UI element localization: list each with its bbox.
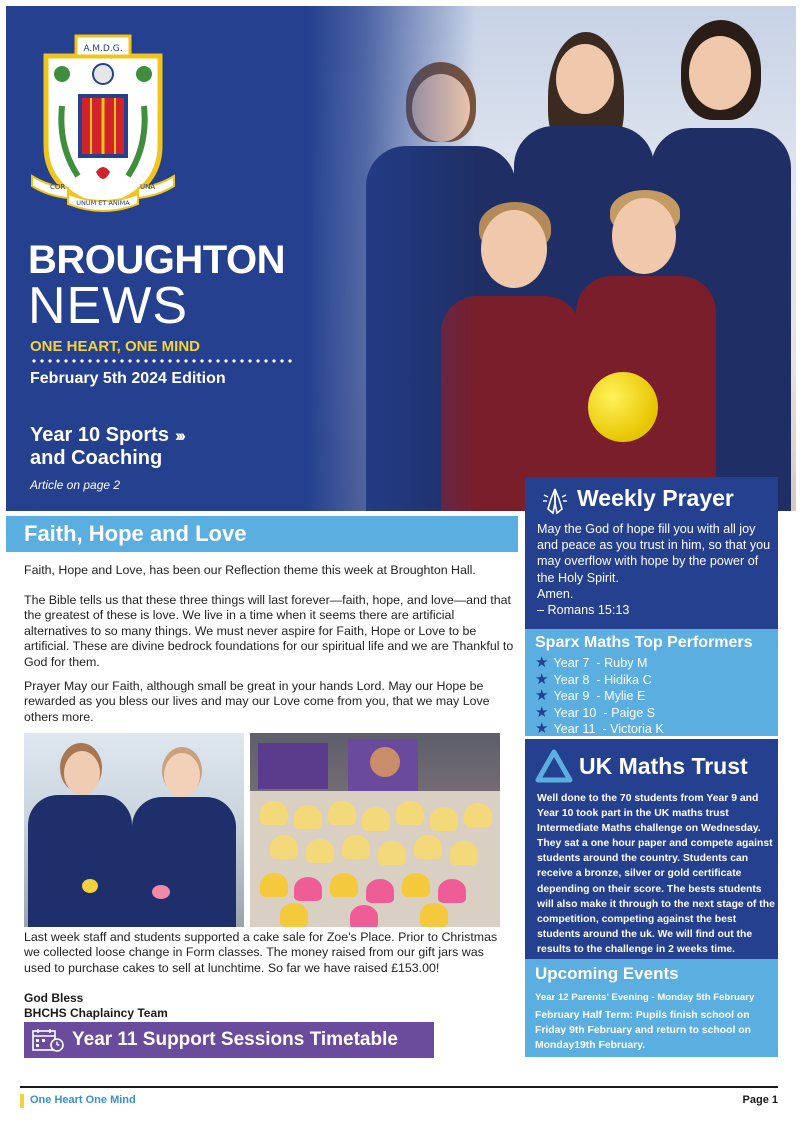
- prayer-amen: Amen.: [537, 586, 574, 601]
- ukmt-title: UK Maths Trust: [579, 753, 748, 779]
- star-icon: ★: [535, 654, 549, 671]
- star-icon: ★: [535, 687, 549, 704]
- list-item: ★ Year 9 - Mylie E: [535, 687, 646, 704]
- feature-title-line1: Year 10 Sports: [30, 424, 169, 446]
- newsletter-title: BROUGHTON: [28, 238, 285, 282]
- timetable-button-label: Year 11 Support Sessions Timetable: [72, 1029, 398, 1050]
- cake-sale-photo: [250, 733, 500, 927]
- upcoming-events-panel: [525, 959, 778, 1057]
- prayer-body: May the God of hope fill you with all joy and peace as you trust in him, so that you may overflow with hope by the power of the Holy Spirit.: [537, 522, 771, 585]
- star-icon: ★: [535, 720, 549, 737]
- sparx-maths-panel: [525, 629, 778, 736]
- weekly-prayer-panel: [525, 477, 778, 629]
- paragraph: Prayer May our Faith, although small be great in your hands Lord. May our Hope be rewarded as you bless our lives and may our Love come from you, that we may Love others more.: [24, 679, 490, 724]
- sparx-list: [535, 655, 664, 738]
- paragraph: Faith, Hope and Love, has been our Reflection theme this week at Broughton Hall.: [24, 563, 476, 577]
- uk-maths-trust-panel: [525, 739, 778, 959]
- feature-link[interactable]: [30, 424, 270, 470]
- section-title: Faith, Hope and Love: [24, 521, 247, 546]
- star-icon: ★: [535, 670, 549, 688]
- feature-subtitle: Article on page 2: [30, 478, 121, 492]
- svg-text:UNA: UNA: [140, 183, 156, 191]
- feature-title-line2: and Coaching: [30, 447, 163, 469]
- edition-date: February 5th 2024 Edition: [30, 370, 226, 387]
- svg-text:COR: COR: [50, 183, 66, 191]
- section-header: [6, 516, 518, 552]
- list-item: ★ Year 8 - Hidika C: [535, 670, 652, 688]
- prayer-reference: – Romans 15:13: [537, 603, 630, 618]
- school-crest-icon: [28, 26, 178, 216]
- star-icon: ★: [535, 703, 549, 721]
- page-number: Page 1: [742, 1094, 778, 1106]
- signoff-team: BHCHS Chaplaincy Team: [24, 1006, 168, 1020]
- pupil-figure: [576, 276, 716, 511]
- chevron-right-icon: ›››: [174, 426, 183, 445]
- list-item: ★ Year 7 - Ruby M: [535, 654, 648, 671]
- footer-divider: [20, 1086, 778, 1088]
- triangle-logo-icon: [535, 749, 573, 783]
- svg-text:UNUM ET ANIMA: UNUM ET ANIMA: [76, 199, 130, 207]
- event-item: February Half Term: Pupils finish school on Friday 9th February and return to school on Monday19th February.: [535, 1010, 751, 1051]
- events-title: Upcoming Events: [535, 964, 679, 983]
- prayer-text: [537, 521, 773, 618]
- tagline: ONE HEART, ONE MIND: [30, 338, 201, 355]
- event-item: Year 12 Parents' Evening - Monday 5th February: [535, 992, 755, 1003]
- newsletter-title-news: NEWS: [28, 277, 188, 335]
- yellow-ball: [588, 372, 658, 442]
- praying-hands-icon: [539, 485, 571, 517]
- timetable-button[interactable]: [24, 1022, 434, 1058]
- cake-sale-paragraph: Last week staff and students supported a cake sale for Zoe's Place. Prior to Christmas we collected loose change in Form classes. The money raised from our gift jars was used to purchase cakes to sell at lunchtime. So far we have raised £153.00!: [24, 930, 498, 975]
- footer-motto: One Heart One Mind: [30, 1094, 136, 1106]
- footer-accent: [20, 1094, 24, 1108]
- svg-text:A.M.D.G.: A.M.D.G.: [83, 44, 123, 54]
- header-banner: [6, 6, 796, 511]
- signoff: God Bless: [24, 991, 84, 1005]
- calendar-icon: [32, 1028, 64, 1052]
- paragraph: The Bible tells us that these three things will last forever—faith, hope, and love—and that the greatest of these is love. We live in a time when it seems there are artificial alternatives to so many things. We must never aspire for Faith, Hope or Love to be artificial. These are divine bedrock foundations for our spiritual life and we are Thankful to God for them.: [24, 593, 514, 669]
- ukmt-text: Well done to the 70 students from Year 9 and Year 10 took part in the UK maths trust Intermediate Maths challenge on Wednesday. They sat a one hour paper and compete against students around the country. Students can receive a bronze, silver or gold certificate depending on their score. The bests students will also make it through to the next stage of the competition, competing against the best students around the uk. We will find out the results to the challenge in 2 weeks time.: [537, 793, 775, 955]
- list-item: ★ Year 11 - Victoria K: [535, 720, 664, 737]
- students-photo: [306, 6, 796, 511]
- students-cupcakes-photo: [24, 733, 244, 927]
- dotted-divider: [30, 359, 292, 363]
- sparx-title: Sparx Maths Top Performers: [535, 634, 753, 651]
- prayer-title: Weekly Prayer: [577, 485, 734, 511]
- list-item: ★ Year 10 - Paige S: [535, 703, 656, 721]
